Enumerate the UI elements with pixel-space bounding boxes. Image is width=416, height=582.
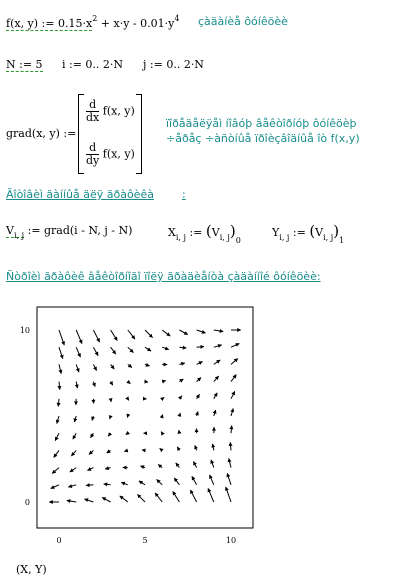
y-inner-subscript: i, j	[323, 233, 334, 242]
x-inner-subscript: i, j	[219, 233, 230, 242]
partial-dx-entry[interactable]	[86, 99, 135, 124]
grad-lhs[interactable]: grad(x, y) :=	[6, 127, 77, 140]
y-letter: Y	[272, 226, 280, 239]
v-subscript: i, j	[13, 231, 25, 240]
x-open-paren: (	[205, 222, 212, 240]
vector-arrow	[111, 399, 112, 402]
partial-dy-entry[interactable]	[86, 142, 135, 167]
vector-arrow	[197, 347, 204, 348]
x-subscript: i, j	[175, 233, 186, 242]
function-comment[interactable]: çàäàíèå ôóíêöèè	[198, 15, 288, 28]
plot-caption: (X, Y)	[16, 563, 47, 576]
d-numerator: d	[86, 99, 99, 112]
d-dy-fraction	[86, 142, 99, 167]
fxy-term: f(x, y)	[102, 147, 135, 161]
x-close-paren: )	[229, 222, 236, 240]
function-definition[interactable]	[6, 14, 179, 30]
i-range-definition[interactable]: i := 0.. 2·N	[62, 58, 124, 71]
y-assign: :=	[289, 226, 310, 239]
dy-denominator: dy	[86, 154, 100, 167]
y-subscript: i, j	[279, 233, 290, 242]
y-component-index: 1	[339, 236, 345, 245]
prepare-data-heading[interactable]: Ãîòîâèì äàííûå äëÿ ãðàôèêà	[6, 188, 154, 201]
x-tick-label: 0	[56, 536, 62, 545]
y-tick-label: 10	[19, 326, 30, 335]
v-definition[interactable]	[6, 224, 132, 240]
plot-heading[interactable]: Ñòðîèì ãðàôèê âåêòîðíîãî ïîëÿ ãðàäèåíòà çàäàííîé ôóíêöèè:	[6, 270, 321, 283]
matrix-left-bracket	[78, 94, 84, 174]
dx-denominator: dx	[86, 111, 100, 124]
d-dx-fraction	[86, 99, 99, 124]
x-tick-label: 10	[225, 536, 237, 545]
function-rhs: + x·y - 0.01·y	[97, 17, 175, 30]
j-range-definition[interactable]: j := 0.. 2·N	[143, 58, 204, 71]
y-open-paren: (	[309, 222, 316, 240]
x-tick-label: 5	[142, 536, 148, 545]
grad-comment-line1[interactable]: ïîðåäåëÿåì íîâóþ âåêòîðíóþ ôóíêöèþ	[166, 117, 357, 130]
n-definition-text: N := 5	[6, 58, 43, 71]
x-component-index: 0	[235, 236, 241, 245]
x-definition[interactable]	[168, 222, 241, 245]
matrix-right-bracket	[136, 94, 142, 174]
v-rhs: := grad(i - N, j - N)	[24, 224, 133, 237]
vector-arrow	[179, 430, 180, 433]
x-letter: X	[168, 226, 176, 239]
x-inner-v: V	[211, 226, 220, 239]
prepare-data-colon: :	[182, 188, 186, 201]
v-letter: V	[6, 224, 14, 237]
d-numerator: d	[86, 142, 99, 155]
vector-arrow	[86, 485, 93, 486]
y-inner-v: V	[315, 226, 324, 239]
n-definition[interactable]	[6, 58, 43, 71]
x-assign: :=	[185, 226, 206, 239]
grad-comment-line2[interactable]: ÷åðåç ÷àñòíûå ïðîèçâîäíûå îò f(x,y)	[166, 132, 360, 145]
vector-field-plot[interactable]	[0, 300, 416, 582]
exponent-2: 2	[92, 14, 98, 23]
function-lhs: f(x, y) := 0.15·x	[6, 17, 93, 30]
y-definition[interactable]	[272, 222, 344, 245]
plot-frame	[37, 307, 253, 528]
v-symbol	[6, 224, 24, 238]
exponent-4: 4	[174, 14, 180, 23]
y-close-paren: )	[333, 222, 340, 240]
fxy-term: f(x, y)	[102, 104, 135, 118]
y-tick-label: 0	[24, 498, 30, 507]
